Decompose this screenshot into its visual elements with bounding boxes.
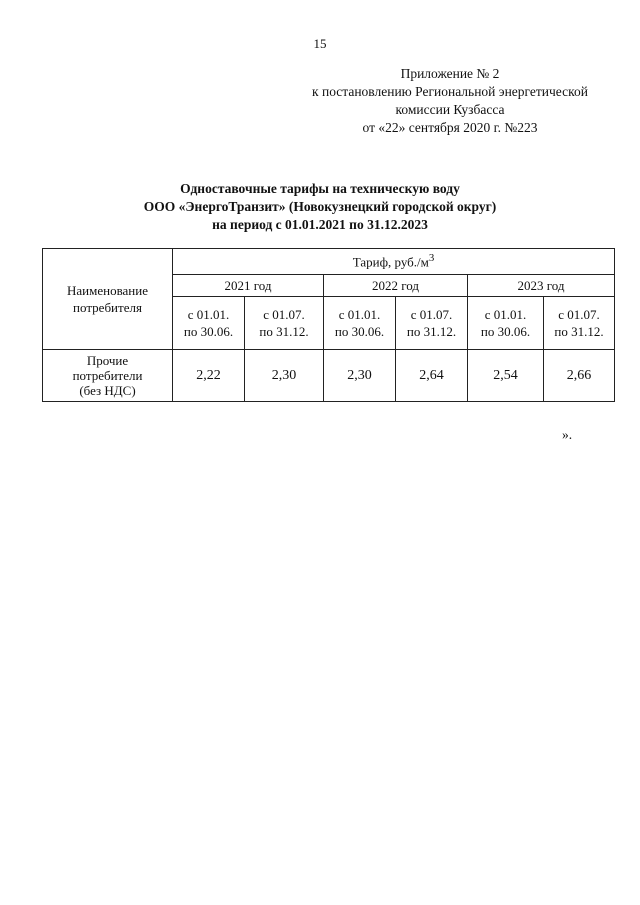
- annex-block: [240, 65, 640, 137]
- title-line-2: ООО «ЭнергоТранзит» (Новокузнецкий городской округ): [143, 199, 497, 214]
- period-header: с 01.07. по 31.12.: [245, 297, 324, 350]
- document-title: [0, 180, 640, 234]
- consumer-column-header: Наименование потребителя: [43, 249, 173, 350]
- title-line-3: на период с 01.01.2021 по 31.12.2023: [212, 217, 428, 232]
- title-line-1: Одноставочные тарифы на техническую воду: [180, 181, 460, 196]
- tariff-value-cell: 2,66: [544, 350, 615, 402]
- page-number: 15: [313, 36, 327, 51]
- annex-title: Приложение № 2: [400, 66, 500, 81]
- tariff-value-cell: 2,22: [173, 350, 245, 402]
- tariff-value-cell: 2,30: [245, 350, 324, 402]
- closing-quote-mark: ».: [562, 427, 573, 442]
- period-header: с 01.01. по 30.06.: [324, 297, 396, 350]
- tariff-value-cell: 2,64: [396, 350, 468, 402]
- tariff-value-cell: 2,54: [468, 350, 544, 402]
- consumer-cell: Прочие потребители (без НДС): [43, 350, 173, 402]
- unit-superscript: 3: [428, 252, 435, 265]
- period-header: с 01.01. по 30.06.: [173, 297, 245, 350]
- year-header-2023: 2023 год: [468, 275, 615, 297]
- period-header: с 01.01. по 30.06.: [468, 297, 544, 350]
- annex-authority: комиссии Кузбасса: [395, 102, 505, 117]
- period-header: с 01.07. по 31.12.: [396, 297, 468, 350]
- tariff-header: Тариф, $руб./м^3$: [173, 249, 615, 275]
- annex-date: от «22» сентября 2020 г. №223: [362, 120, 538, 135]
- annex-reference: к постановлению Региональной энергетической: [312, 84, 588, 99]
- period-header: с 01.07. по 31.12.: [544, 297, 615, 350]
- year-header-2022: 2022 год: [324, 275, 468, 297]
- table-row: [43, 350, 615, 402]
- tariff-value-cell: 2,30: [324, 350, 396, 402]
- tariff-table: [42, 248, 615, 402]
- year-header-2021: 2021 год: [173, 275, 324, 297]
